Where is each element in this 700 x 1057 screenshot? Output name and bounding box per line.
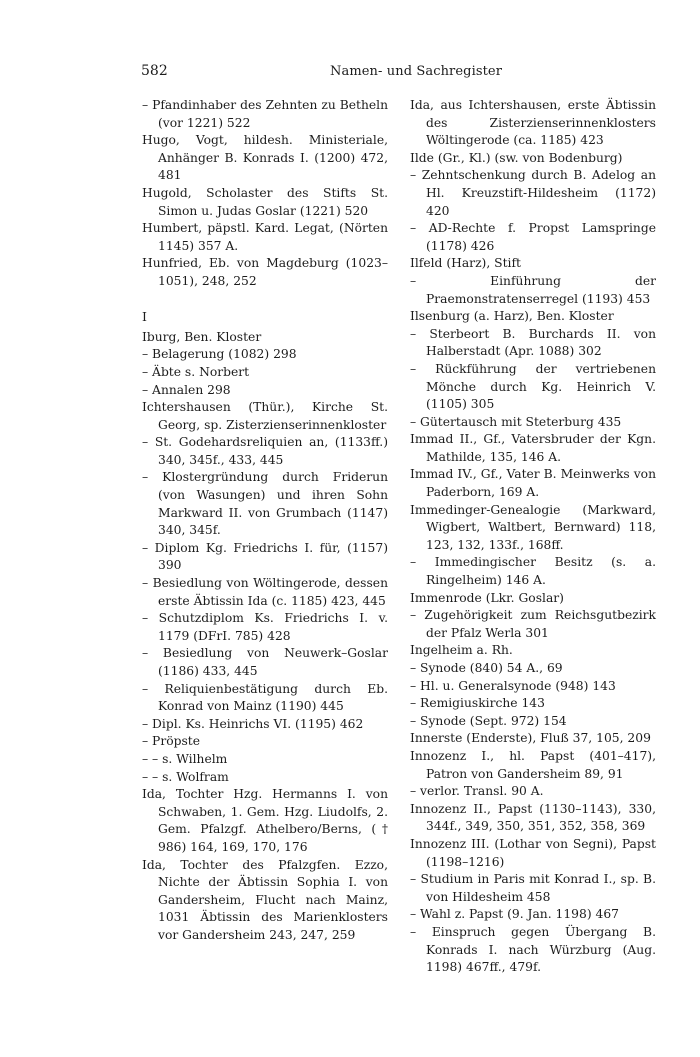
index-entry: – – s. Wolfram	[142, 769, 229, 784]
index-entry: Ichtershausen (Thür.), Kirche St. Georg, sp. Zisterzienserinnenkloster	[142, 400, 388, 432]
index-entry: Hugo, Vogt, hildesh. Ministeriale, Anhänger B. Konrads I. (1200) 472, 481	[142, 133, 388, 183]
index-entry: Innozenz III. (Lothar von Segni), Papst (1198–1216)	[410, 836, 656, 869]
index-entry: – Hl. u. Generalsynode (948) 143	[410, 678, 616, 693]
index-entry: – Wahl z. Papst (9. Jan. 1198) 467	[410, 907, 620, 922]
index-entry: Ilsenburg (a. Harz), Ben. Kloster	[410, 309, 614, 324]
index-entry: Ida, aus Ichtershausen, erste Äbtissin des Zisterzienserinnenklosters Wöltingerode (ca. 1185) 423	[410, 98, 656, 148]
index-entry: – Äbte s. Norbert	[142, 364, 250, 379]
index-entry: – Pfandinhaber des Zehnten zu Betheln (vor 1221) 522	[142, 98, 388, 130]
index-entry: – Einspruch gegen Übergang B. Konrads I. nach Würzburg (Aug. 1198) 467ff., 479f.	[410, 924, 656, 975]
index-entry: Ilfeld (Harz), Stift	[410, 256, 521, 271]
index-entry: Humbert, päpstl. Kard. Legat, (Nörten 1145) 357 A.	[142, 221, 388, 253]
index-entry: Innozenz II., Papst (1130–1143), 330, 344f., 349, 350, 351, 352, 358, 369	[410, 801, 656, 834]
index-entry: – Annalen 298	[142, 382, 231, 397]
index-entry: – Einführung der Praemonstratenserregel (1193) 453	[410, 273, 656, 306]
index-column-left	[142, 97, 388, 945]
index-entry: – Remigiuskirche 143	[410, 696, 545, 711]
index-entry: Hunfried, Eb. von Magdeburg (1023–1051), 248, 252	[142, 256, 388, 288]
page-number: 582	[141, 63, 168, 79]
index-entry: Immenrode (Lkr. Goslar)	[410, 590, 564, 605]
index-entry: – Besiedlung von Wöltingerode, dessen erste Äbtissin Ida (c. 1185) 423, 445	[142, 576, 388, 608]
index-entry: – – s. Wilhelm	[142, 751, 228, 766]
index-entry: – Gütertausch mit Steterburg 435	[410, 414, 622, 429]
index-entry: Ingelheim a. Rh.	[410, 643, 513, 658]
index-entry: – Studium in Paris mit Konrad I., sp. B. von Hildesheim 458	[410, 872, 656, 904]
index-entry: Immad II., Gf., Vatersbruder der Kgn. Mathilde, 135, 146 A.	[410, 432, 656, 464]
index-entry: – Synode (Sept. 972) 154	[410, 713, 567, 728]
index-entry: Iburg, Ben. Kloster	[142, 329, 262, 344]
index-entry: – Belagerung (1082) 298	[142, 347, 297, 362]
index-entry: – Zehntschenkung durch B. Adelog an Hl. Kreuzstift-Hildesheim (1172) 420	[410, 168, 656, 218]
index-entry: – Klostergründung durch Friderun (von Wasungen) und ihren Sohn Markward II. von Grumbach (1147) 340, 345f.	[142, 470, 388, 538]
index-entry: Ida, Tochter des Pfalzgfen. Ezzo, Nichte der Äbtissin Sophia I. von Gandersheim, Flucht nach Mainz, 1031 Äbtissin des Marienklosters vor Gandersheim 243, 247, 259	[142, 857, 388, 942]
section-letter: I	[142, 309, 147, 325]
index-entry: – Rückführung der vertriebenen Mönche durch Kg. Heinrich V. (1105) 305	[410, 361, 656, 412]
index-entry: – Synode (840) 54 A., 69	[410, 661, 563, 675]
index-entry: – Schutzdiplom Ks. Friedrichs I. v. 1179 (DFrI. 785) 428	[142, 611, 388, 643]
index-entry: – Zugehörigkeit zum Reichsgutbezirk der Pfalz Werla 301	[410, 608, 656, 640]
index-entry: – St. Godehardsreliquien an, (1133ff.) 340, 345f., 433, 445	[142, 435, 388, 467]
index-column-right	[410, 97, 656, 977]
index-entry: – Besiedlung von Neuwerk–Goslar (1186) 433, 445	[142, 646, 388, 678]
index-entry: – verlor. Transl. 90 A.	[410, 784, 544, 799]
index-entry: – Pröpste	[142, 734, 201, 749]
index-entry: – Sterbeort B. Burchards II. von Halberstadt (Apr. 1088) 302	[410, 326, 656, 359]
index-entry: Immad IV., Gf., Vater B. Meinwerks von Paderborn, 169 A.	[410, 467, 656, 500]
index-entry: – Reliquienbestätigung durch Eb. Konrad von Mainz (1190) 445	[142, 681, 388, 714]
index-entry: – Immedingischer Besitz (s. a. Ringelheim) 146 A.	[410, 555, 656, 588]
index-entry: – AD-Rechte f. Propst Lamspringe (1178) 426	[410, 221, 656, 253]
index-entry: Innozenz I., hl. Papst (401–417), Patron von Gandersheim 89, 91	[410, 748, 656, 781]
index-entry: – Diplom Kg. Friedrichs I. für, (1157) 390	[142, 540, 388, 573]
index-entry: Hugold, Scholaster des Stifts St. Simon u. Judas Goslar (1221) 520	[142, 185, 388, 218]
index-entry: Ilde (Gr., Kl.) (sw. von Bodenburg)	[410, 150, 623, 165]
index-entry: Ida, Tochter Hzg. Hermanns I. von Schwaben, 1. Gem. Hzg. Liudolfs, 2. Gem. Pfalzgf. Athelbero/Berns, († 986) 164, 169, 170, 176	[142, 787, 388, 854]
index-entry: Innerste (Enderste), Fluß 37, 105, 209	[410, 731, 651, 746]
index-entry: Immedinger-Genealogie (Markward, Wigbert, Waltbert, Bernward) 118, 123, 132, 133f., 168ff.	[410, 502, 656, 552]
running-head: Namen- und Sachregister	[330, 64, 503, 79]
index-entry: – Dipl. Ks. Heinrichs VI. (1195) 462	[142, 716, 364, 731]
